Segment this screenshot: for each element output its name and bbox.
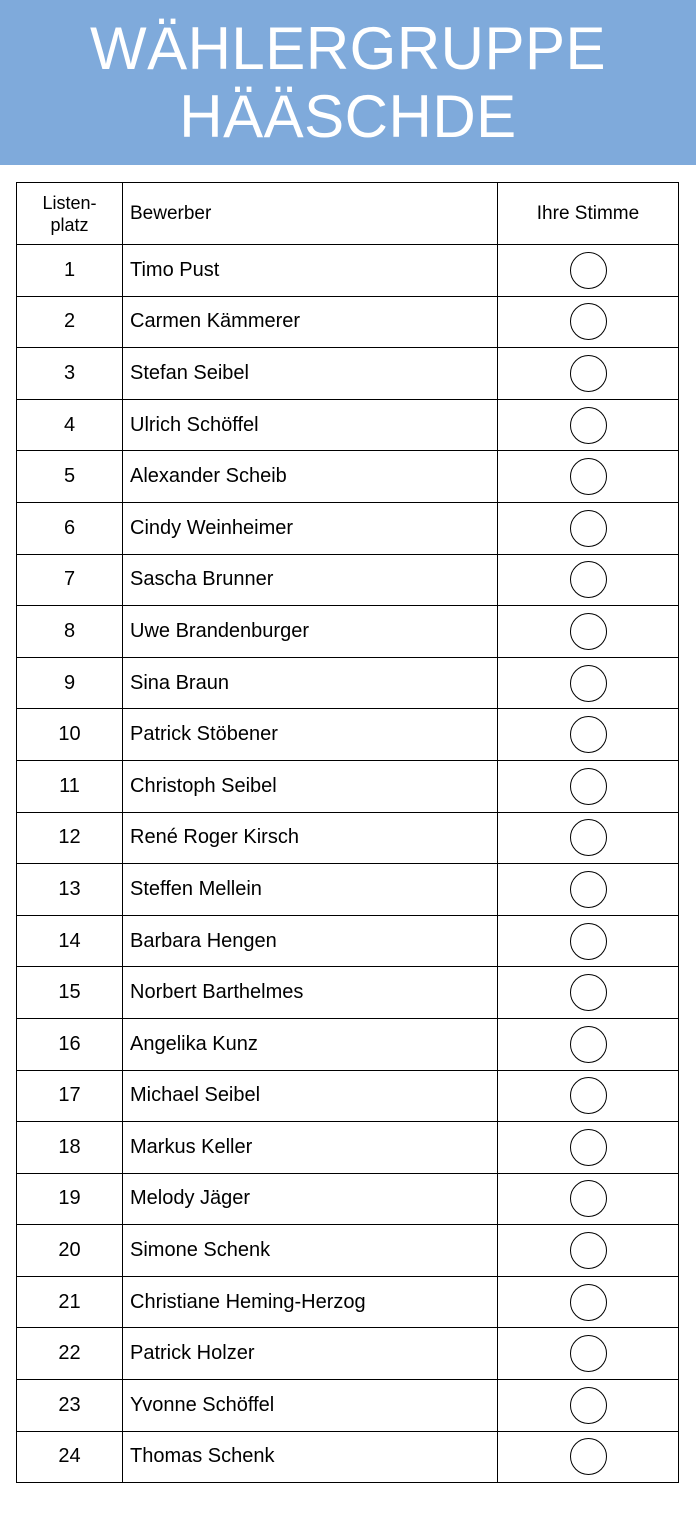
vote-cell [498, 296, 679, 348]
table-row [17, 245, 679, 297]
candidate-name: Ulrich Schöffel [123, 399, 498, 451]
candidate-name: René Roger Kirsch [123, 812, 498, 864]
table-row [17, 296, 679, 348]
table-row [17, 606, 679, 658]
vote-cell [498, 657, 679, 709]
table-row [17, 709, 679, 761]
table-row [17, 451, 679, 503]
vote-circle[interactable] [570, 613, 607, 650]
vote-circle[interactable] [570, 252, 607, 289]
vote-cell [498, 245, 679, 297]
table-row [17, 1276, 679, 1328]
vote-circle[interactable] [570, 1387, 607, 1424]
vote-cell [498, 1173, 679, 1225]
table-row [17, 1328, 679, 1380]
table-row [17, 1122, 679, 1174]
candidate-name: Christiane Heming-Herzog [123, 1276, 498, 1328]
vote-cell [498, 1328, 679, 1380]
list-position: 9 [17, 657, 123, 709]
header-list-position-line-1: Listen- [42, 192, 97, 213]
vote-cell [498, 1380, 679, 1432]
candidate-name: Angelika Kunz [123, 1018, 498, 1070]
vote-cell [498, 709, 679, 761]
table-row [17, 348, 679, 400]
candidate-name: Sina Braun [123, 657, 498, 709]
table-row [17, 502, 679, 554]
table-row [17, 1173, 679, 1225]
vote-cell [498, 1431, 679, 1483]
candidate-name: Carmen Kämmerer [123, 296, 498, 348]
candidate-rows [17, 245, 679, 1483]
table-row [17, 760, 679, 812]
candidate-name: Uwe Brandenburger [123, 606, 498, 658]
candidate-name: Simone Schenk [123, 1225, 498, 1277]
list-position: 22 [17, 1328, 123, 1380]
vote-circle[interactable] [570, 768, 607, 805]
vote-circle[interactable] [570, 510, 607, 547]
vote-circle[interactable] [570, 303, 607, 340]
candidate-name: Melody Jäger [123, 1173, 498, 1225]
header-vote: Ihre Stimme [498, 183, 679, 245]
candidate-name: Yvonne Schöffel [123, 1380, 498, 1432]
list-position: 3 [17, 348, 123, 400]
list-position: 12 [17, 812, 123, 864]
vote-cell [498, 915, 679, 967]
list-position: 15 [17, 967, 123, 1019]
header-list-position-line-2: platz [50, 214, 89, 235]
vote-circle[interactable] [570, 871, 607, 908]
vote-circle[interactable] [570, 1180, 607, 1217]
vote-cell [498, 348, 679, 400]
vote-cell [498, 760, 679, 812]
vote-cell [498, 502, 679, 554]
table-row [17, 812, 679, 864]
vote-circle[interactable] [570, 716, 607, 753]
vote-circle[interactable] [570, 974, 607, 1011]
candidate-name: Timo Pust [123, 245, 498, 297]
vote-cell [498, 554, 679, 606]
list-position: 2 [17, 296, 123, 348]
list-position: 23 [17, 1380, 123, 1432]
candidate-name: Stefan Seibel [123, 348, 498, 400]
candidate-table [16, 182, 679, 1483]
vote-cell [498, 1018, 679, 1070]
vote-circle[interactable] [570, 1438, 607, 1475]
table-row [17, 1225, 679, 1277]
vote-circle[interactable] [570, 355, 607, 392]
table-header-row [17, 183, 679, 245]
vote-cell [498, 1276, 679, 1328]
candidate-name: Thomas Schenk [123, 1431, 498, 1483]
ballot-title-line-1: WÄHLERGRUPPE [89, 14, 607, 82]
table-row [17, 1380, 679, 1432]
vote-cell [498, 864, 679, 916]
list-position: 14 [17, 915, 123, 967]
list-position: 17 [17, 1070, 123, 1122]
vote-circle[interactable] [570, 1077, 607, 1114]
header-list-position [17, 183, 123, 245]
table-row [17, 554, 679, 606]
table-row [17, 657, 679, 709]
list-position: 19 [17, 1173, 123, 1225]
list-position: 20 [17, 1225, 123, 1277]
vote-cell [498, 399, 679, 451]
vote-circle[interactable] [570, 819, 607, 856]
list-position: 16 [17, 1018, 123, 1070]
candidate-name: Christoph Seibel [123, 760, 498, 812]
list-position: 6 [17, 502, 123, 554]
list-position: 21 [17, 1276, 123, 1328]
table-row [17, 864, 679, 916]
candidate-name: Steffen Mellein [123, 864, 498, 916]
vote-circle[interactable] [570, 561, 607, 598]
candidate-name: Norbert Barthelmes [123, 967, 498, 1019]
vote-cell [498, 1070, 679, 1122]
list-position: 8 [17, 606, 123, 658]
list-position: 11 [17, 760, 123, 812]
vote-circle[interactable] [570, 458, 607, 495]
vote-circle[interactable] [570, 923, 607, 960]
vote-circle[interactable] [570, 1026, 607, 1063]
vote-cell [498, 606, 679, 658]
candidate-name: Alexander Scheib [123, 451, 498, 503]
table-row [17, 967, 679, 1019]
vote-cell [498, 1122, 679, 1174]
ballot-header [0, 0, 696, 165]
header-candidate: Bewerber [123, 183, 498, 245]
vote-circle[interactable] [570, 407, 607, 444]
table-row [17, 1070, 679, 1122]
candidate-name: Michael Seibel [123, 1070, 498, 1122]
table-row [17, 399, 679, 451]
vote-circle[interactable] [570, 1335, 607, 1372]
list-position: 1 [17, 245, 123, 297]
list-position: 4 [17, 399, 123, 451]
list-position: 18 [17, 1122, 123, 1174]
candidate-name: Patrick Stöbener [123, 709, 498, 761]
table-row [17, 1431, 679, 1483]
vote-cell [498, 1225, 679, 1277]
candidate-name: Cindy Weinheimer [123, 502, 498, 554]
vote-circle[interactable] [570, 1129, 607, 1166]
candidate-name: Barbara Hengen [123, 915, 498, 967]
vote-circle[interactable] [570, 1284, 607, 1321]
table-row [17, 1018, 679, 1070]
list-position: 5 [17, 451, 123, 503]
vote-circle[interactable] [570, 1232, 607, 1269]
list-position: 13 [17, 864, 123, 916]
candidate-name: Markus Keller [123, 1122, 498, 1174]
list-position: 10 [17, 709, 123, 761]
table-row [17, 915, 679, 967]
list-position: 24 [17, 1431, 123, 1483]
vote-cell [498, 812, 679, 864]
vote-circle[interactable] [570, 665, 607, 702]
vote-cell [498, 967, 679, 1019]
vote-cell [498, 451, 679, 503]
candidate-name: Sascha Brunner [123, 554, 498, 606]
ballot-title-line-2: HÄÄSCHDE [179, 82, 517, 150]
list-position: 7 [17, 554, 123, 606]
candidate-name: Patrick Holzer [123, 1328, 498, 1380]
